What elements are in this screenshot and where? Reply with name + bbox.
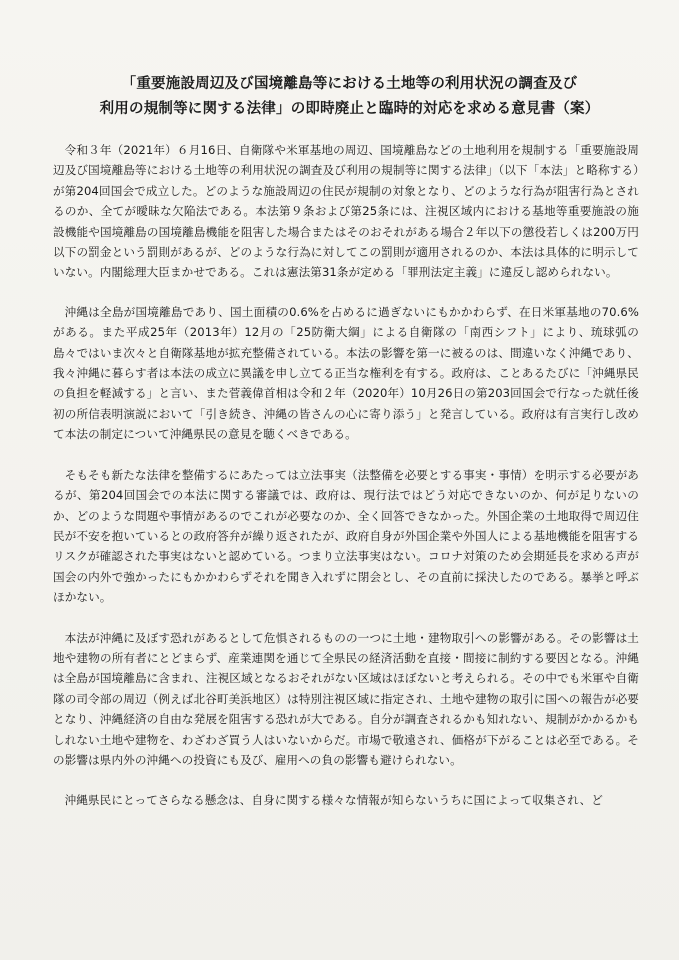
paragraph-4: 本法が沖縄に及ぼす恐れがあるとして危惧されるものの一つに土地・建物取引への影響がある。その影響は土地や建物の所有者にとどまらず、産業連関を通じて全県民の経済活動を直接・間接に制約する要因となる。沖縄は全島が国境離島に含まれ、注視区域となるおそれがない区域はほぼないと考えられる。その中でも米軍や自衛隊の司令部の周辺（例えば北谷町美浜地区）は特別注視区域に指定され、土地や建物の取引に国への報告が必要となり、沖縄経済の自由な発展を阻害する恐れが大である。自分が調査されるかも知れない、規制がかかるかもしれない土地や建物を、わざわざ買う人はいないからだ。市場で敬遠され、価格が下がることは必至である。その影響は県内外の沖縄への投資にも及び、雇用への負の影響も避けられない。 bbox=[53, 630, 639, 767]
paragraph-3: そもそも新たな法律を整備するにあたっては立法事実（法整備を必要とする事実・事情）を明示する必要があるが、第204回国会での本法に関する審議では、政府は、現行法ではどう対応できないのか、何が足りないのか、どのような問題や事情があるのでこれが必要なのか、全く回答できなかった。外国企業の土地取得で周辺住民が不安を抱いているとの政府答弁が繰り返されたが、政府自身が外国企業や外国人による基地機能を阻害するリスクが確認された事実はないと認めている。つまり立法事実はない。コロナ対策のため会期延長を求める声が国会の内外で強かったにもかかわらずそれを聞き入れずに閉会とし、その直前に採決したのである。暴挙と呼ぶほかない。 bbox=[53, 467, 639, 605]
paragraph-1: 令和３年（2021年）６月16日、自衛隊や米軍基地の周辺、国境離島などの土地利用を規制する「重要施設周辺及び国境離島等における土地等の利用状況の調査及び利用の規制等に関する法律」（以下「本法」と略称する）が第204回国会で成立した。どのような施設周辺の住民が規制の対象となり、どのような行為が阻害行為とされるのか、全てが曖昧な欠陥法である。本法第９条および第25条には、注視区域内における基地等重要施設の施設機能や国境離島の国境離島機能を阻害した場合またはそのおそれがある場合２年以下の懲役若しくは200万円以下の罰金という罰則があるが、どのような行為に対してこの罰則が適用されるのか、本法は具体的に明示していない。内閣総理大臣まかせである。これは憲法第31条が定める「罪刑法定主義」に違反し認められない。 bbox=[53, 143, 639, 280]
title-line-2: 利用の規制等に関する法律」の即時廃止と臨時的対応を求める意見書（案） bbox=[99, 101, 600, 117]
paragraph-5: 沖縄県民にとってさらなる懸念は、自身に関する様々な情報が知らないうちに国によって収集され、ど bbox=[64, 793, 603, 808]
document-title bbox=[60, 72, 639, 122]
document-body bbox=[53, 140, 639, 831]
paragraph-2: 沖縄は全島が国境離島であり、国土面積の0.6%を占めるに過ぎないにもかかわらず、在日米軍基地の70.6%がある。また平成25年（2013年）12月の「25防衛大綱」による自衛隊の「南西シフト」により、琉球弧の島々ではいま次々と自衛隊基地が拡充整備されている。本法の影響を第一に被るのは、間違いなく沖縄であり、我々沖縄に暮らす者は本法の成立に異議を申し立てる正当な権利を有する。政府は、ことあるたびに「沖縄県民の負担を軽減する」と言い、また菅義偉首相は令和２年（2020年）10月26日の第203回国会で行なった就任後初の所信表明演説において「引き続き、沖縄の皆さんの心に寄り添う」と発言している。政府は有言実行し改めて本法の制定について沖縄県民の意見を聴くべきである。 bbox=[53, 304, 639, 442]
title-line-1: 「重要施設周辺及び国境離島等における土地等の利用状況の調査及び bbox=[121, 76, 578, 92]
